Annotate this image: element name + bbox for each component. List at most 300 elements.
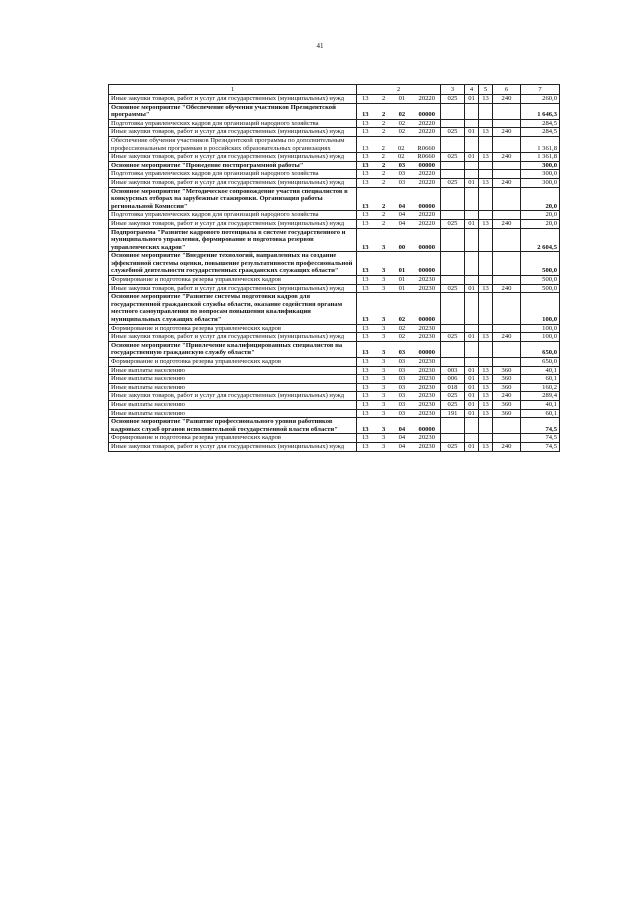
row-col5: 13 [479,383,493,392]
code-activity: 03 [398,375,406,383]
code-section: 13 [362,409,369,417]
row-amount: 40,1 [521,366,560,375]
code-subprogram: 3 [381,442,386,450]
code-activity: 01 [398,267,406,275]
code-subprogram: 3 [381,366,386,374]
row-name: Иные выплаты населению [109,375,357,384]
row-col3: 025 [441,392,465,401]
row-name: Иные выплаты населению [109,400,357,409]
row-col4: 01 [465,178,479,187]
row-col5: 13 [479,128,493,137]
row-col5: 13 [479,153,493,162]
row-code [357,358,441,367]
row-col3 [441,358,465,367]
code-subprogram: 3 [381,276,386,284]
row-col3 [441,341,465,357]
row-col5 [479,434,493,443]
row-amount: 2 604,5 [521,228,560,252]
row-amount: 260,0 [521,95,560,104]
row-name: Иные закупки товаров, работ и услуг для государственных (муниципальных) нужд [109,284,357,293]
row-col5 [479,170,493,179]
row-amount: 1 361,8 [521,136,560,152]
code-direction: 20220 [418,95,435,102]
row-name: Подготовка управленческих кадров для организаций народного хозяйства [109,170,357,179]
code-activity: 02 [398,324,406,332]
code-direction: 20220 [418,211,435,219]
row-name: Основное мероприятие "Развитие системы подготовки кадров для государственной гражданской службы области, оказание содействия органам местного самоуправления по вопросам повышения квалификации муниципальных служащих области" [109,293,357,324]
row-col4: 01 [465,442,479,451]
code-direction: 00000 [418,111,435,119]
row-col6 [493,252,521,276]
row-name: Иные закупки товаров, работ и услуг для государственных (муниципальных) нужд [109,178,357,187]
row-code [357,434,441,443]
row-name: Иные выплаты населению [109,409,357,418]
row-col4 [465,418,479,434]
row-col4 [465,119,479,128]
row-col5: 13 [479,95,493,104]
row-col6 [493,434,521,443]
row-code [357,119,441,128]
code-subprogram: 3 [381,284,386,292]
row-code [357,161,441,170]
row-amount: 300,0 [521,170,560,179]
code-subprogram: 3 [381,324,386,332]
code-activity: 03 [398,170,406,178]
row-col4 [465,293,479,324]
row-col4 [465,161,479,170]
code-subprogram: 2 [381,202,386,210]
row-col5: 13 [479,409,493,418]
row-name: Основное мероприятие "Обеспечение обучения участников Президентской программы" [109,103,357,119]
table-row [109,187,560,211]
row-col5 [479,358,493,367]
code-activity: 03 [398,383,406,391]
code-subprogram: 3 [381,400,386,408]
row-name: Обеспечение обучения участников Президентской программы по дополнительным профессиональным программам в российских образовательных организациях [109,136,357,152]
row-col5: 13 [479,392,493,401]
column-header: 4 [465,85,479,95]
code-direction: 20230 [418,324,435,332]
row-amount: 300,0 [521,161,560,170]
row-col3: 025 [441,153,465,162]
table-row [109,375,560,384]
row-code [357,333,441,342]
row-name: Иные закупки товаров, работ и услуг для государственных (муниципальных) нужд [109,153,357,162]
column-header: 6 [493,85,521,95]
row-col3 [441,276,465,285]
code-activity: 04 [398,442,406,450]
table-row [109,442,560,451]
code-direction: 20230 [418,284,435,292]
table-row [109,178,560,187]
row-col4 [465,276,479,285]
row-col4 [465,434,479,443]
row-amount: 100,0 [521,293,560,324]
row-col3: 018 [441,383,465,392]
code-activity: 04 [398,211,406,219]
code-subprogram: 3 [381,267,386,275]
code-section: 13 [362,161,369,169]
code-direction: 00000 [418,161,435,169]
code-activity: 01 [398,95,406,102]
row-code [357,128,441,137]
row-col6: 240 [493,219,521,228]
table-row [109,211,560,220]
table-row [109,341,560,357]
code-subprogram: 3 [381,375,386,383]
row-col5: 13 [479,366,493,375]
row-col6: 240 [493,333,521,342]
row-col6: 360 [493,366,521,375]
table-row [109,434,560,443]
row-code [357,442,441,451]
code-subprogram: 2 [381,211,386,219]
row-col6 [493,418,521,434]
code-direction: 00000 [418,267,435,275]
code-activity: 03 [398,161,406,169]
row-col3: 025 [441,219,465,228]
row-col5 [479,136,493,152]
table-row [109,276,560,285]
row-col4 [465,358,479,367]
row-amount: 650,0 [521,341,560,357]
row-col4: 01 [465,284,479,293]
table-row [109,358,560,367]
row-name: Основное мероприятие "Привлечение квалифицированных специалистов на государственную гражданскую службу области" [109,341,357,357]
row-col3 [441,434,465,443]
code-subprogram: 3 [381,243,386,251]
row-col6: 360 [493,383,521,392]
row-col6 [493,324,521,333]
code-section: 13 [362,178,369,186]
row-col4: 01 [465,392,479,401]
table-row [109,392,560,401]
row-name: Иные закупки товаров, работ и услуг для государственных (муниципальных) нужд [109,95,357,104]
row-col5 [479,103,493,119]
code-direction: R0660 [417,144,435,152]
row-col3 [441,170,465,179]
row-code [357,418,441,434]
code-section: 13 [362,392,369,400]
code-subprogram: 3 [381,434,386,442]
row-col3 [441,103,465,119]
column-header: 2 [357,85,441,95]
column-header: 7 [521,85,560,95]
code-activity: 03 [398,178,406,186]
row-col3 [441,136,465,152]
row-code [357,219,441,228]
row-col4: 01 [465,383,479,392]
row-name: Иные выплаты населению [109,383,357,392]
row-col3: 006 [441,375,465,384]
row-col5: 13 [479,333,493,342]
column-header: 5 [479,85,493,95]
row-col4 [465,228,479,252]
row-code [357,409,441,418]
budget-table [108,84,560,452]
code-section: 13 [362,119,369,127]
code-section: 13 [362,170,369,178]
code-activity: 04 [398,219,406,227]
code-direction: 20230 [418,409,435,417]
table-row [109,383,560,392]
row-col6 [493,187,521,211]
row-col4 [465,187,479,211]
code-section: 13 [362,95,369,102]
row-name: Формирование и подготовка резерва управленческих кадров [109,358,357,367]
row-code [357,211,441,220]
row-col5 [479,119,493,128]
row-col5 [479,252,493,276]
code-section: 13 [362,442,369,450]
code-section: 13 [362,324,369,332]
table-row [109,252,560,276]
code-activity: 03 [398,358,406,365]
code-section: 13 [362,243,369,251]
code-direction: 20230 [418,400,435,408]
code-section: 13 [362,128,369,136]
code-section: 13 [362,202,369,210]
row-col4 [465,170,479,179]
row-col5 [479,276,493,285]
code-activity: 02 [398,128,406,136]
code-subprogram: 3 [381,333,386,341]
row-name: Основное мероприятие "Внедрение технологий, направленных на создание эффективной системы оценки, повышение результативности профессиональной служебной деятельности государственных гражданских служащих области" [109,252,357,276]
code-section: 13 [362,276,369,284]
code-subprogram: 2 [381,161,386,169]
row-name: Подготовка управленческих кадров для организаций народного хозяйства [109,211,357,220]
code-subprogram: 3 [381,358,386,365]
table-row [109,409,560,418]
row-name: Иные закупки товаров, работ и услуг для государственных (муниципальных) нужд [109,128,357,137]
row-code [357,252,441,276]
row-name: Основное мероприятие "Развитие профессионального уровня работников кадровых служб органов исполнительной государственной власти области" [109,418,357,434]
row-col6: 240 [493,128,521,137]
row-amount: 60,1 [521,375,560,384]
code-direction: 20230 [418,434,435,442]
code-subprogram: 3 [381,383,386,391]
code-section: 13 [362,434,369,442]
row-col5 [479,341,493,357]
row-col5: 13 [479,178,493,187]
code-direction: 20220 [418,219,435,227]
table-row [109,333,560,342]
row-col6 [493,293,521,324]
code-direction: 20220 [418,170,435,178]
code-section: 13 [362,425,369,433]
code-section: 13 [362,153,369,161]
row-col3: 191 [441,409,465,418]
row-amount: 1 646,3 [521,103,560,119]
code-direction: 00000 [418,316,435,324]
code-section: 13 [362,211,369,219]
row-col4: 01 [465,333,479,342]
code-section: 13 [362,316,369,324]
row-col6 [493,211,521,220]
code-subprogram: 2 [381,153,385,161]
row-code [357,392,441,401]
row-col5 [479,324,493,333]
row-col5 [479,187,493,211]
row-col6 [493,161,521,170]
row-col4: 01 [465,400,479,409]
code-activity: 03 [398,400,406,408]
row-amount: 20,0 [521,187,560,211]
row-col6: 240 [493,284,521,293]
row-amount: 20,0 [521,219,560,228]
row-col4 [465,211,479,220]
row-amount: 500,0 [521,276,560,285]
table-row [109,366,560,375]
table-row [109,284,560,293]
code-direction: 20220 [418,178,435,186]
row-code [357,293,441,324]
code-direction: 20230 [418,442,435,450]
code-activity: 00 [398,243,406,251]
row-amount: 40,1 [521,400,560,409]
row-amount: 284,5 [521,119,560,128]
code-section: 13 [362,144,369,152]
code-activity: 03 [398,366,406,374]
row-amount: 300,0 [521,178,560,187]
table-row [109,128,560,137]
code-activity: 03 [398,349,406,357]
code-direction: 20230 [418,276,435,284]
table-row [109,103,560,119]
row-col4: 01 [465,95,479,104]
row-amount: 100,0 [521,333,560,342]
row-name: Формирование и подготовка резерва управленческих кадров [109,324,357,333]
code-subprogram: 2 [381,128,386,136]
code-activity: 01 [398,284,406,292]
row-col5 [479,228,493,252]
code-section: 13 [362,383,369,391]
table-row [109,418,560,434]
code-direction: 00000 [418,202,435,210]
row-col6 [493,119,521,128]
row-col3: 025 [441,284,465,293]
code-direction: 20230 [418,383,435,391]
row-amount: 284,5 [521,128,560,137]
row-name: Подготовка управленческих кадров для организаций народного хозяйства [109,119,357,128]
row-col4 [465,103,479,119]
row-col6 [493,228,521,252]
row-col6: 240 [493,442,521,451]
row-col3 [441,161,465,170]
row-col5 [479,211,493,220]
table-row [109,153,560,162]
code-subprogram: 3 [381,409,386,417]
code-direction: 20230 [418,375,435,383]
row-amount: 74,5 [521,434,560,443]
row-col6 [493,103,521,119]
row-col6: 360 [493,409,521,418]
row-col3: 003 [441,366,465,375]
row-amount: 20,0 [521,211,560,220]
row-col3: 025 [441,178,465,187]
code-direction: 00000 [418,349,435,357]
code-activity: 02 [397,153,405,161]
row-col4 [465,136,479,152]
code-activity: 04 [398,434,406,442]
row-col4: 01 [465,409,479,418]
row-col3: 025 [441,442,465,451]
row-amount: 289,4 [521,392,560,401]
row-code [357,276,441,285]
table-row [109,170,560,179]
code-section: 13 [362,111,369,119]
row-col6: 360 [493,400,521,409]
row-col4: 01 [465,375,479,384]
row-col5 [479,293,493,324]
row-col6: 240 [493,178,521,187]
column-header: 3 [441,85,465,95]
row-col3 [441,293,465,324]
row-name: Подпрограмма "Развитие кадрового потенциала в системе государственного и муниципального управления, формирование и подготовка резервов управленческих кадров" [109,228,357,252]
code-section: 13 [362,400,369,408]
row-col6: 240 [493,153,521,162]
code-section: 13 [362,267,369,275]
code-section: 13 [362,333,369,341]
table-header-row [109,85,560,95]
row-col6 [493,341,521,357]
row-code [357,341,441,357]
row-col3 [441,119,465,128]
table-row [109,228,560,252]
row-col3: 025 [441,128,465,137]
code-direction: 20230 [418,358,435,365]
row-code [357,103,441,119]
row-col4: 01 [465,128,479,137]
row-col4 [465,252,479,276]
code-activity: 02 [398,333,406,341]
code-section: 13 [362,358,369,365]
row-name: Основное мероприятие "Методическое сопровождение участия специалистов в конкурсных отборах на зарубежные стажировки. Организация работы региональной Комиссии" [109,187,357,211]
row-col6: 360 [493,375,521,384]
code-subprogram: 2 [381,170,386,178]
row-code [357,178,441,187]
row-amount: 74,5 [521,442,560,451]
code-subprogram: 2 [381,95,386,102]
code-direction: 00000 [418,243,435,251]
row-amount: 500,0 [521,252,560,276]
code-activity: 02 [398,119,406,127]
code-subprogram: 3 [381,316,386,324]
code-direction: 20220 [418,119,435,127]
table-row [109,293,560,324]
row-code [357,170,441,179]
table-row [109,161,560,170]
row-col4: 01 [465,153,479,162]
row-col5: 13 [479,219,493,228]
row-col3 [441,211,465,220]
code-section: 13 [362,366,369,374]
table-row [109,400,560,409]
code-direction: 20230 [418,366,435,374]
row-code [357,400,441,409]
code-direction: 00000 [418,425,435,433]
code-subprogram: 3 [381,349,386,357]
row-col6: 240 [493,95,521,104]
code-direction: 20220 [418,128,435,136]
row-code [357,284,441,293]
row-code [357,153,441,162]
table-row [109,119,560,128]
table-row [109,95,560,104]
row-amount: 100,0 [521,324,560,333]
row-col3 [441,187,465,211]
row-col6 [493,170,521,179]
